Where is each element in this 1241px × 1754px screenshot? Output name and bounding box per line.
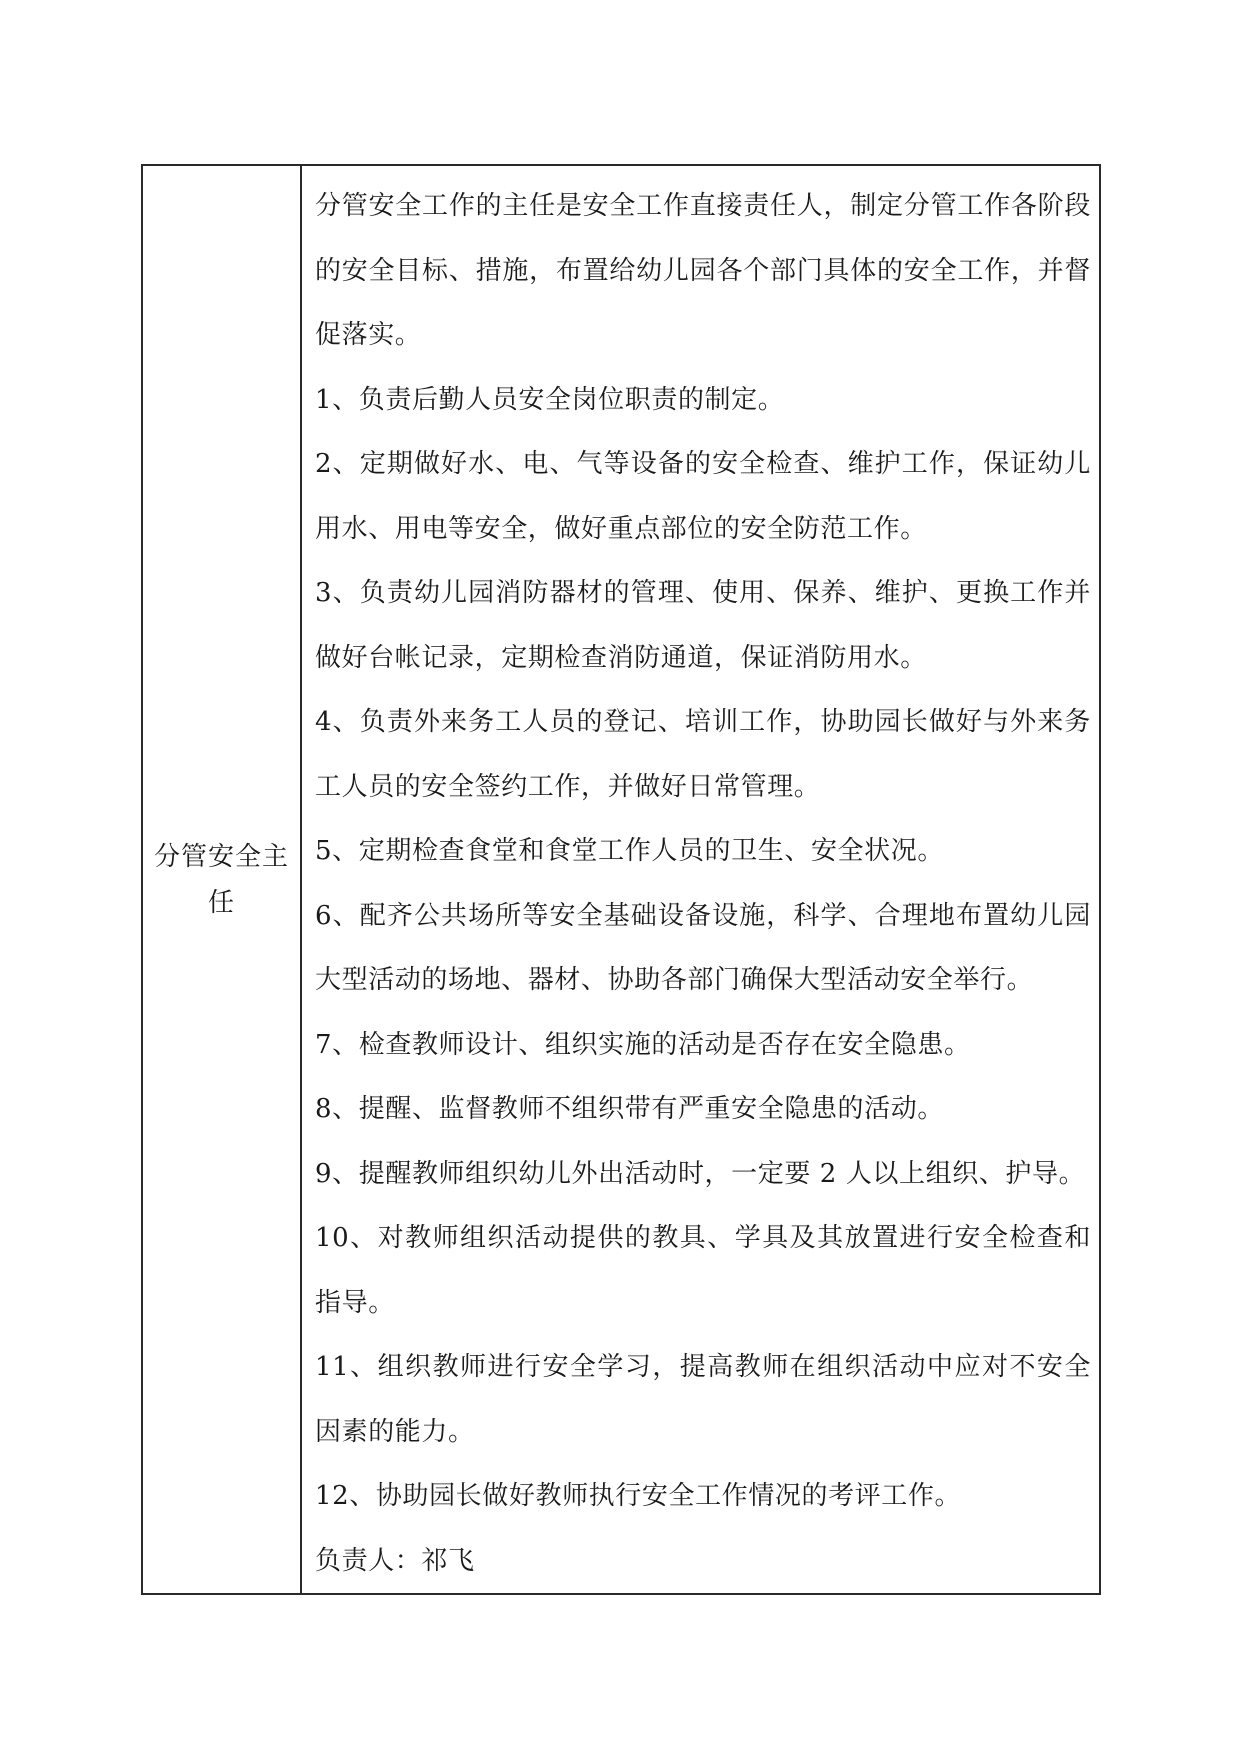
duty-item: 12、协助园长做好教师执行安全工作情况的考评工作。 [315, 1481, 962, 1511]
duty-item: 10、对教师组织活动提供的教具、学具及其放置进行安全检查和指导。 [315, 1223, 1091, 1318]
duty-item: 1、负责后勤人员安全岗位职责的制定。 [315, 384, 785, 415]
table-row [142, 165, 1100, 1594]
duty-item: 6、配齐公共场所等安全基础设备设施，科学、合理地布置幼儿园大型活动的场地、器材、协助各部门确保大型活动安全举行。 [315, 900, 1091, 995]
duty-item: 8、提醒、监督教师不组织带有严重安全隐患的活动。 [315, 1094, 944, 1124]
responsible-person: 负责人：祁飞 [315, 1545, 475, 1576]
role-label: 分管安全主任 [153, 841, 289, 918]
duty-item: 5、定期检查食堂和食堂工作人员的卫生、安全状况。 [315, 836, 944, 866]
duty-item: 2、定期做好水、电、气等设备的安全检查、维护工作，保证幼儿用水、用电等安全，做好重点部位的安全防范工作。 [315, 449, 1091, 544]
duty-item: 7、检查教师设计、组织实施的活动是否存在安全隐患。 [315, 1029, 971, 1060]
duty-item: 9、提醒教师组织幼儿外出活动时，一定要 2 人以上组织、护导。 [315, 1158, 1086, 1189]
duty-item: 11、组织教师进行安全学习，提高教师在组织活动中应对不安全因素的能力。 [315, 1352, 1091, 1447]
duties-cell [301, 165, 1100, 1594]
role-cell [142, 165, 301, 1594]
responsibility-table [141, 164, 1101, 1595]
duty-item: 3、负责幼儿园消防器材的管理、使用、保养、维护、更换工作并做好台帐记录，定期检查消防通道，保证消防用水。 [315, 578, 1091, 673]
duty-intro: 分管安全工作的主任是安全工作直接责任人，制定分管工作各阶段的安全目标、措施，布置给幼儿园各个部门具体的安全工作，并督促落实。 [315, 191, 1091, 350]
duty-item: 4、负责外来务工人员的登记、培训工作，协助园长做好与外来务工人员的安全签约工作，并做好日常管理。 [315, 707, 1091, 802]
duties-list [302, 166, 1099, 1593]
